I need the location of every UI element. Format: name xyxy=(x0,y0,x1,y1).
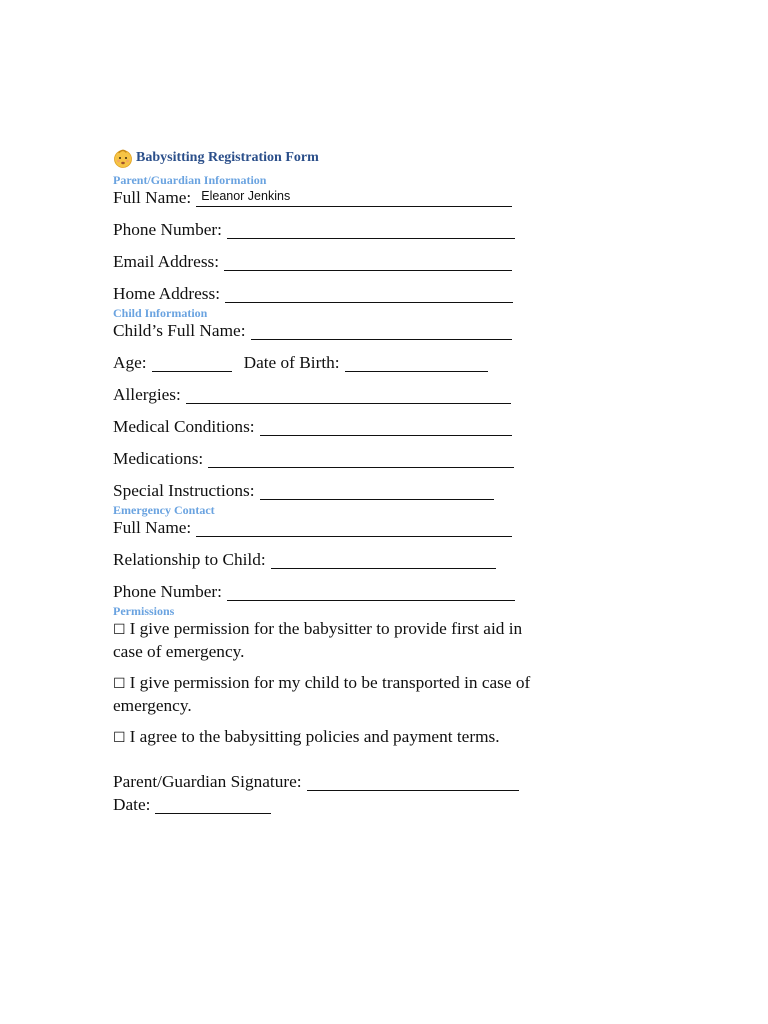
emergency-full-name-row xyxy=(113,517,553,539)
signature-field[interactable] xyxy=(307,772,519,791)
permission-first-aid xyxy=(113,618,553,663)
permission-transport-checkbox[interactable]: ☐ xyxy=(113,676,126,692)
permission-policies xyxy=(113,726,553,749)
parent-full-name-field[interactable] xyxy=(196,188,512,207)
child-age-dob-row xyxy=(113,352,553,374)
child-age-label: Age: xyxy=(113,353,147,372)
date-field[interactable] xyxy=(155,795,271,814)
child-dob-field[interactable] xyxy=(345,353,488,372)
section-heading-permissions: Permissions xyxy=(113,604,175,618)
child-special-field[interactable] xyxy=(260,481,494,500)
section-heading-parent: Parent/Guardian Information xyxy=(113,173,267,187)
child-allergies-field[interactable] xyxy=(186,385,511,404)
parent-address-field[interactable] xyxy=(225,284,513,303)
parent-email-field[interactable] xyxy=(224,252,512,271)
permission-policies-checkbox[interactable]: ☐ xyxy=(113,730,126,746)
section-heading-emergency: Emergency Contact xyxy=(113,503,215,517)
emergency-relationship-row xyxy=(113,549,553,571)
parent-full-name-row xyxy=(113,187,553,209)
child-medications-label: Medications: xyxy=(113,449,204,468)
registration-form xyxy=(113,146,553,817)
form-header xyxy=(113,146,553,170)
emergency-relationship-label: Relationship to Child: xyxy=(113,550,266,569)
child-allergies-row xyxy=(113,384,553,406)
emergency-phone-label: Phone Number: xyxy=(113,582,222,601)
emergency-phone-row xyxy=(113,581,553,603)
child-full-name-row xyxy=(113,320,553,342)
child-special-row xyxy=(113,480,553,502)
child-medications-field[interactable] xyxy=(208,449,514,468)
parent-full-name-label: Full Name: xyxy=(113,188,192,207)
emergency-relationship-field[interactable] xyxy=(271,550,496,569)
parent-full-name-value: Eleanor Jenkins xyxy=(201,189,291,203)
signature-block xyxy=(113,771,553,816)
emergency-full-name-label: Full Name: xyxy=(113,518,192,537)
baby-face-icon xyxy=(113,148,133,168)
date-row xyxy=(113,794,553,816)
section-heading-child: Child Information xyxy=(113,306,208,320)
signature-label: Parent/Guardian Signature: xyxy=(113,772,302,791)
child-medications-row xyxy=(113,448,553,470)
emergency-full-name-field[interactable] xyxy=(196,518,512,537)
parent-email-label: Email Address: xyxy=(113,252,220,271)
parent-address-label: Home Address: xyxy=(113,284,221,303)
child-full-name-label: Child’s Full Name: xyxy=(113,321,246,340)
parent-phone-label: Phone Number: xyxy=(113,220,222,239)
parent-phone-row xyxy=(113,219,553,241)
child-full-name-field[interactable] xyxy=(251,321,512,340)
signature-row xyxy=(113,771,553,793)
form-title: Babysitting Registration Form xyxy=(136,150,319,165)
parent-phone-field[interactable] xyxy=(227,220,515,239)
permission-transport-text: I give permission for my child to be transported in case of emergency. xyxy=(113,673,531,715)
emergency-phone-field[interactable] xyxy=(227,582,515,601)
child-medical-row xyxy=(113,416,553,438)
date-label: Date: xyxy=(113,795,151,814)
child-age-field[interactable] xyxy=(152,353,232,372)
child-medical-label: Medical Conditions: xyxy=(113,417,255,436)
child-medical-field[interactable] xyxy=(260,417,512,436)
permission-first-aid-text: I give permission for the babysitter to provide first aid in case of emergency. xyxy=(113,619,523,661)
permission-first-aid-checkbox[interactable]: ☐ xyxy=(113,622,126,638)
permission-policies-text: I agree to the babysitting policies and payment terms. xyxy=(129,727,500,746)
child-special-label: Special Instructions: xyxy=(113,481,255,500)
parent-address-row xyxy=(113,283,553,305)
parent-email-row xyxy=(113,251,553,273)
permission-transport xyxy=(113,672,553,717)
child-allergies-label: Allergies: xyxy=(113,385,181,404)
child-dob-label: Date of Birth: xyxy=(243,353,340,372)
